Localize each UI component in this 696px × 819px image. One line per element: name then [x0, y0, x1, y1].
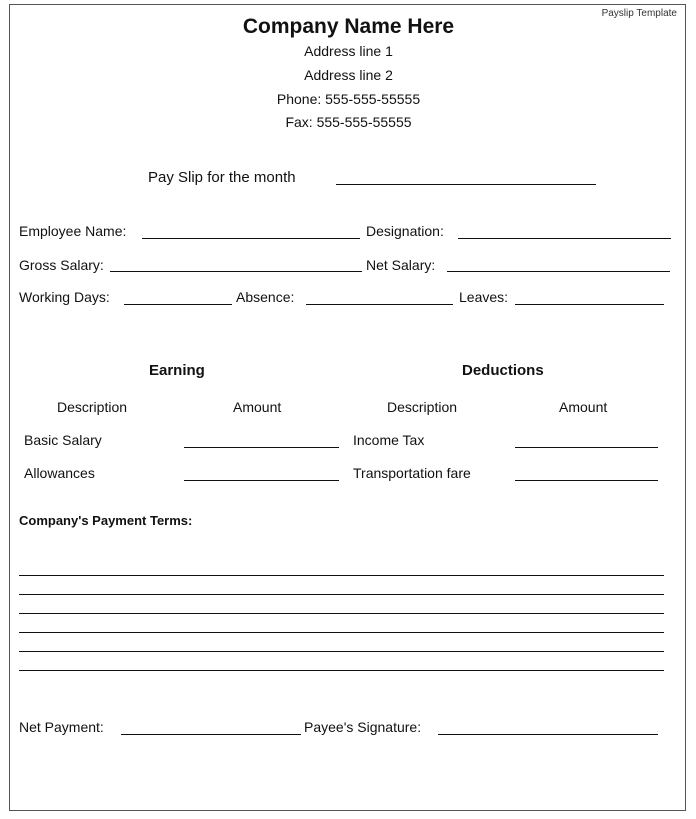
net-payment-label: Net Payment: — [19, 719, 104, 735]
payment-terms-line[interactable] — [19, 575, 664, 576]
fax-line: Fax: 555-555-55555 — [285, 114, 412, 130]
employee-name-label: Employee Name: — [19, 223, 127, 239]
company-name: Company Name Here — [242, 15, 455, 38]
earning-heading: Earning — [149, 362, 205, 379]
employee-name-blank[interactable] — [142, 238, 360, 239]
earning-row-allowances: Allowances — [24, 465, 95, 481]
payslip-page — [9, 4, 686, 811]
payment-terms-label: Company's Payment Terms: — [19, 513, 193, 528]
address-line-1: Address line 1 — [304, 43, 393, 59]
leaves-blank[interactable] — [515, 304, 664, 305]
address-line-2: Address line 2 — [304, 67, 393, 83]
gross-salary-blank[interactable] — [110, 271, 362, 272]
earning-amount-header: Amount — [233, 399, 282, 415]
deductions-description-header: Description — [387, 399, 458, 415]
net-payment-blank[interactable] — [121, 734, 301, 735]
deductions-amount-header: Amount — [559, 399, 608, 415]
payslip-month-blank[interactable] — [336, 184, 596, 185]
working-days-blank[interactable] — [124, 304, 232, 305]
gross-salary-label: Gross Salary: — [19, 257, 104, 273]
payment-terms-line[interactable] — [19, 670, 664, 671]
absence-blank[interactable] — [306, 304, 453, 305]
basic-salary-amount-blank[interactable] — [184, 447, 339, 448]
net-salary-label: Net Salary: — [366, 257, 436, 273]
allowances-amount-blank[interactable] — [184, 480, 339, 481]
earning-row-basic-salary: Basic Salary — [24, 432, 102, 448]
payment-terms-line[interactable] — [19, 594, 664, 595]
deductions-heading: Deductions — [462, 362, 544, 379]
working-days-label: Working Days: — [19, 289, 110, 305]
designation-blank[interactable] — [458, 238, 671, 239]
designation-label: Designation: — [366, 223, 444, 239]
payee-signature-label: Payee's Signature: — [304, 719, 422, 735]
template-tag: Payslip Template — [601, 8, 677, 19]
deduction-row-income-tax: Income Tax — [353, 432, 425, 448]
income-tax-amount-blank[interactable] — [515, 447, 658, 448]
payment-terms-line[interactable] — [19, 613, 664, 614]
leaves-label: Leaves: — [459, 289, 509, 305]
absence-label: Absence: — [236, 289, 295, 305]
payee-signature-blank[interactable] — [438, 734, 658, 735]
deduction-row-transportation-fare: Transportation fare — [353, 465, 471, 481]
payslip-month-label: Pay Slip for the month — [148, 169, 296, 186]
payment-terms-line[interactable] — [19, 651, 664, 652]
transportation-fare-amount-blank[interactable] — [515, 480, 658, 481]
net-salary-blank[interactable] — [447, 271, 670, 272]
payment-terms-line[interactable] — [19, 632, 664, 633]
earning-description-header: Description — [57, 399, 128, 415]
phone-line: Phone: 555-555-55555 — [276, 91, 421, 107]
